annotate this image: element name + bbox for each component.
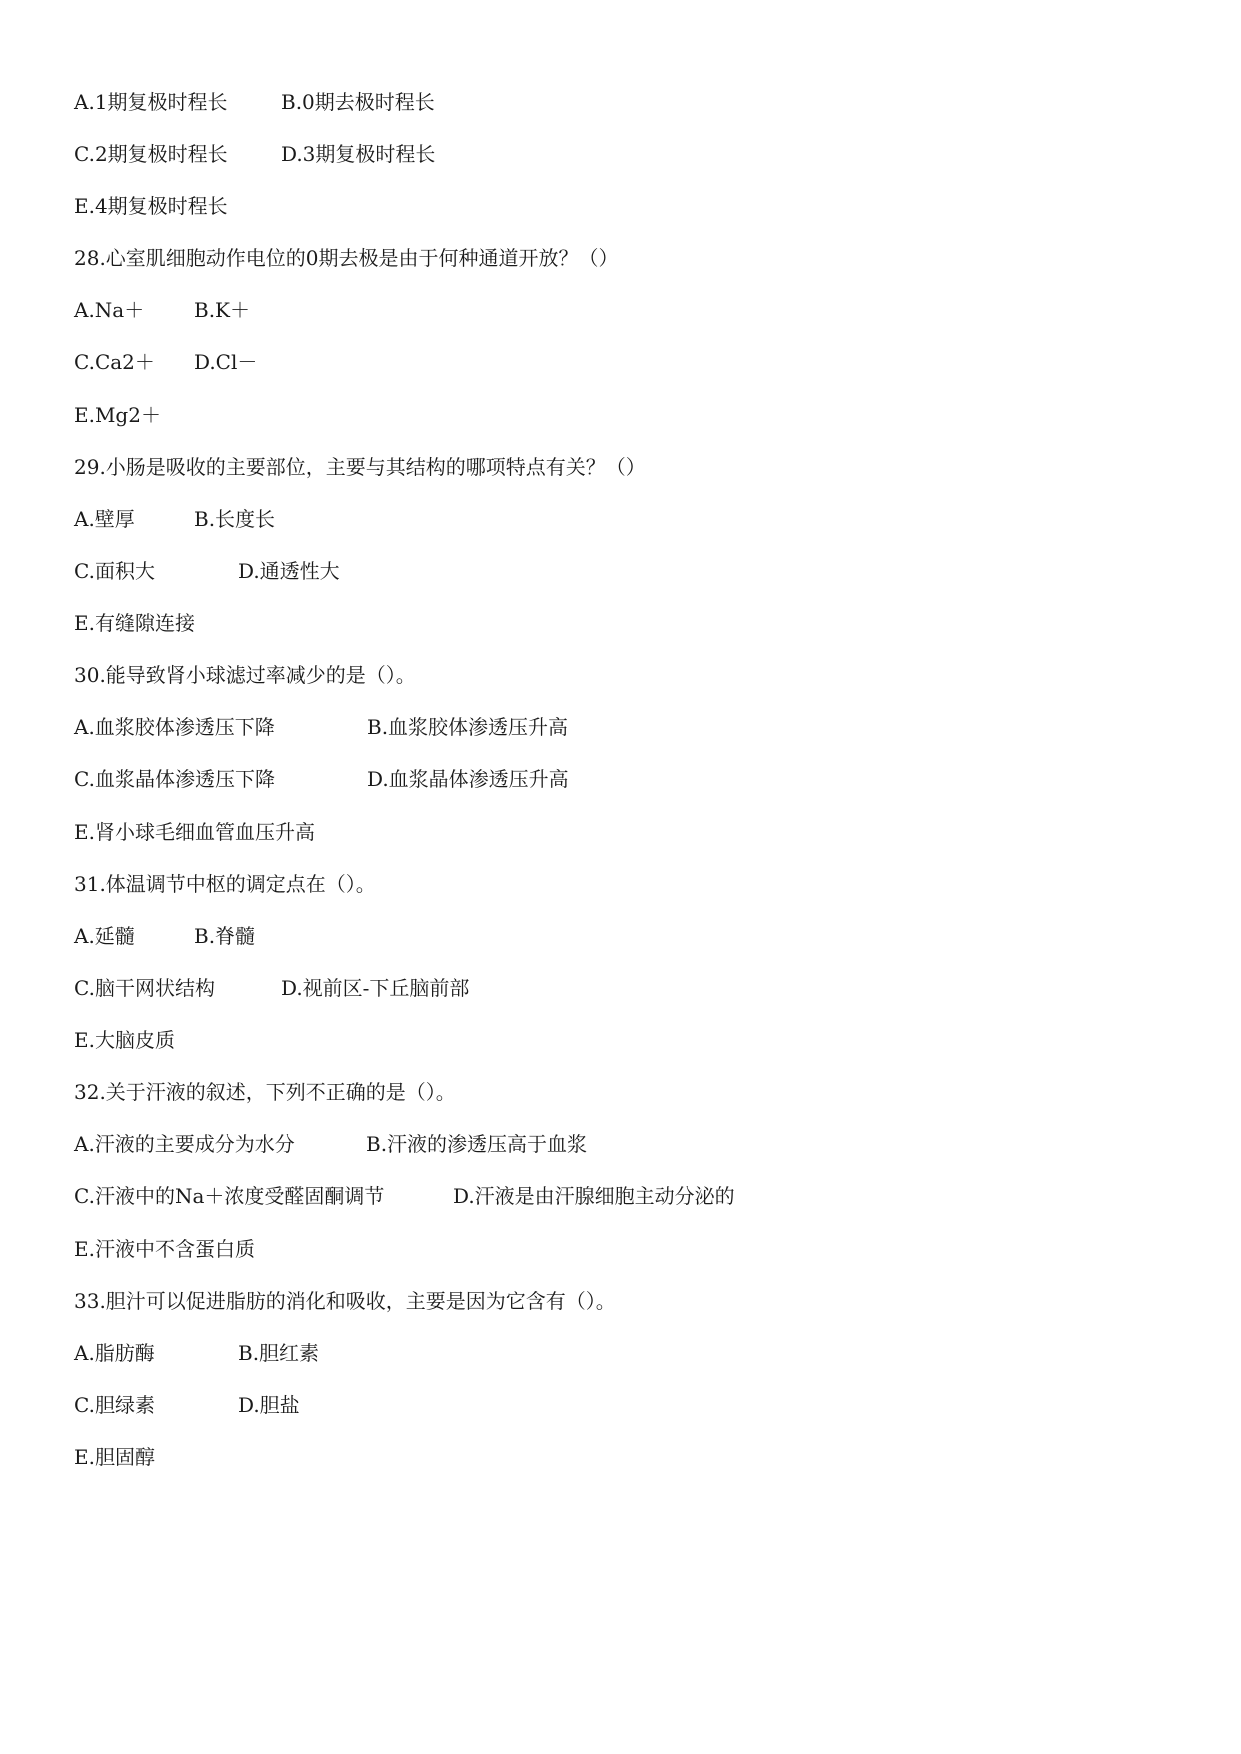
- option-a: A.壁厚: [74, 507, 135, 531]
- option-e: E.胆固醇: [74, 1445, 155, 1469]
- option-d: D.通透性大: [238, 559, 340, 583]
- option-c: C.2期复极时程长: [74, 142, 228, 166]
- option-c: C.血浆晶体渗透压下降: [74, 767, 275, 791]
- option-b: B.血浆胶体渗透压升高: [367, 715, 569, 739]
- option-d: D.3期复极时程长: [281, 142, 436, 166]
- question-text: 32.关于汗液的叙述，下列不正确的是（）。: [74, 1080, 456, 1104]
- option-a: A.延髓: [74, 924, 135, 948]
- option-a: A.脂肪酶: [74, 1341, 155, 1365]
- question-text: 30.能导致肾小球滤过率减少的是（）。: [74, 663, 416, 687]
- option-d: D.汗液是由汗腺细胞主动分泌的: [453, 1184, 735, 1208]
- option-c: C.汗液中的Na＋浓度受醛固酮调节: [74, 1184, 385, 1208]
- option-e: E.大脑皮质: [74, 1028, 175, 1052]
- option-a: A.Na＋: [74, 298, 145, 322]
- option-b: B.K＋: [194, 298, 250, 322]
- option-c: C.胆绿素: [74, 1393, 155, 1417]
- option-b: B.汗液的渗透压高于血浆: [366, 1132, 588, 1156]
- option-b: B.胆红素: [238, 1341, 320, 1365]
- option-a: A.血浆胶体渗透压下降: [74, 715, 275, 739]
- question-text: 33.胆汁可以促进脂肪的消化和吸收，主要是因为它含有（）。: [74, 1289, 616, 1313]
- question-text: 28.心室肌细胞动作电位的0期去极是由于何种通道开放？（）: [74, 246, 619, 270]
- option-c: C.脑干网状结构: [74, 976, 215, 1000]
- option-c: C.面积大: [74, 559, 155, 583]
- option-d: D.胆盐: [238, 1393, 300, 1417]
- question-text: 31.体温调节中枢的调定点在（）。: [74, 872, 376, 896]
- option-e: E.汗液中不含蛋白质: [74, 1237, 255, 1261]
- option-a: A.1期复极时程长: [74, 90, 228, 114]
- option-a: A.汗液的主要成分为水分: [74, 1132, 295, 1156]
- option-b: B.脊髓: [194, 924, 256, 948]
- option-e: E.肾小球毛细血管血压升高: [74, 820, 315, 844]
- question-text: 29.小肠是吸收的主要部位，主要与其结构的哪项特点有关？（）: [74, 455, 646, 479]
- option-e: E.4期复极时程长: [74, 194, 228, 218]
- option-c: C.Ca2＋: [74, 350, 155, 374]
- option-d: D.血浆晶体渗透压升高: [367, 767, 569, 791]
- option-e: E.有缝隙连接: [74, 611, 195, 635]
- option-b: B.长度长: [194, 507, 276, 531]
- option-d: D.Cl－: [194, 350, 258, 374]
- option-d: D.视前区-下丘脑前部: [281, 976, 470, 1000]
- option-b: B.0期去极时程长: [281, 90, 435, 114]
- option-e: E.Mg2＋: [74, 403, 161, 427]
